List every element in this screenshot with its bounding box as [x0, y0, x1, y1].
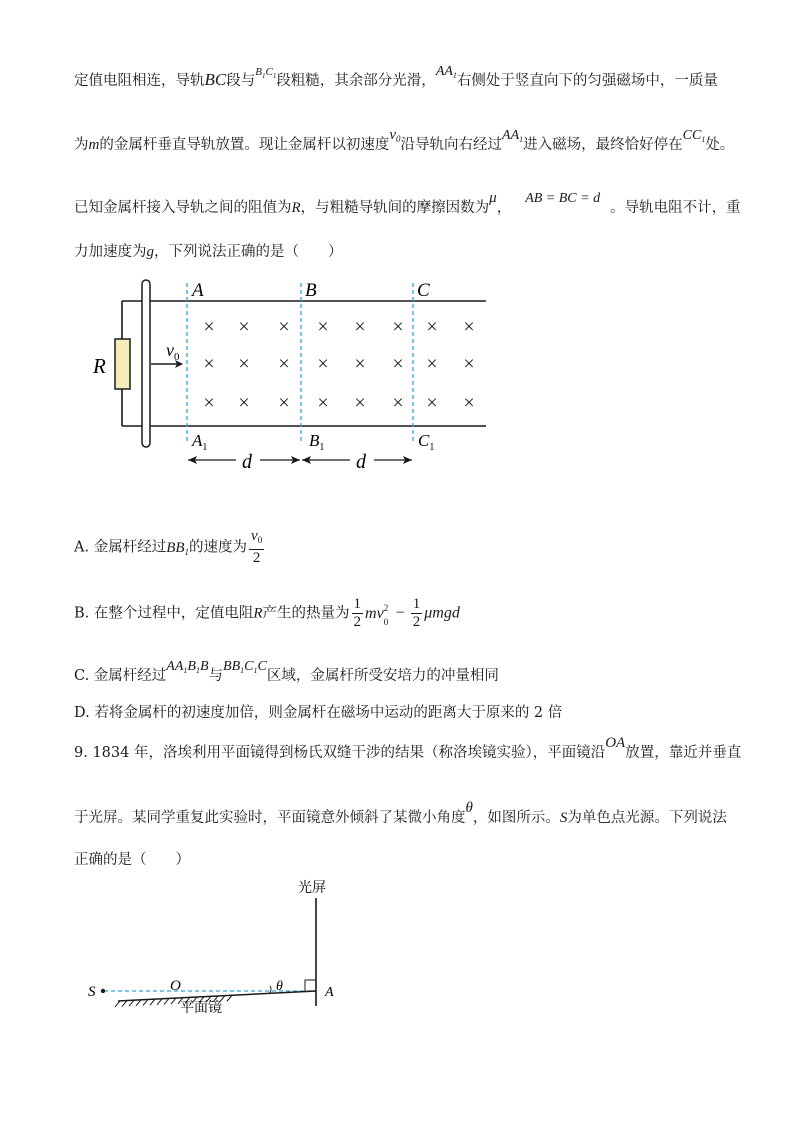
q9-line-3 — [74, 850, 190, 870]
text: A. 金属杆经过 — [74, 539, 167, 556]
q9-line-2 — [74, 800, 727, 828]
text: 为 — [74, 137, 89, 153]
field-x-mark: × — [392, 392, 404, 414]
text: 的速度为 — [189, 539, 248, 556]
text: 区域，金属杆所受安培力的冲量相同 — [266, 668, 499, 684]
field-x-mark: × — [203, 316, 215, 338]
resistor-label: R — [93, 354, 106, 378]
field-x-mark: × — [317, 392, 329, 414]
field-x-mark: × — [278, 316, 290, 338]
o-label: O — [170, 978, 181, 994]
field-x-mark: × — [392, 353, 404, 375]
q9-line-1 — [74, 735, 742, 763]
screen-label: 光屏 — [298, 880, 326, 896]
fraction-half: $\frac{1}{2}$ — [353, 596, 362, 630]
math-aa1b1b: $AA_1B_1B$ — [166, 659, 209, 675]
field-x-mark: × — [317, 353, 329, 375]
right-angle-mark — [305, 980, 316, 991]
text: D. 若将金属杆的初速度加倍，则金属杆在磁场中运动的距离大于原来的 2 倍 — [74, 705, 563, 721]
text: 于光屏。某同学重复此实验时，平面镜意外倾斜了某微小角度 — [74, 810, 466, 826]
source-label: S — [88, 984, 96, 1000]
angle-label: θ — [276, 979, 283, 994]
text: 放置，靠近并垂直 — [625, 745, 742, 761]
math-aa1: $AA_1$ — [435, 64, 457, 80]
text: 产生的热量为 — [262, 605, 350, 622]
text: 与 — [208, 668, 224, 684]
text: B. 在整个过程中，定值电阻 — [74, 605, 254, 622]
label-a1: $A_1$ — [192, 431, 208, 453]
field-x-mark: × — [354, 392, 366, 414]
field-x-mark: × — [238, 353, 250, 375]
option-c — [74, 659, 499, 691]
metal-rod — [142, 280, 150, 447]
q8-line-3 — [74, 190, 741, 219]
field-x-mark: × — [203, 392, 215, 414]
hatch-line — [115, 1001, 120, 1007]
label-b1: $B_1$ — [309, 431, 325, 453]
minus-sign: − — [391, 604, 409, 622]
field-x-mark: × — [278, 353, 290, 375]
math-v0: $v_0$ — [389, 127, 401, 144]
label-a: A — [192, 280, 204, 301]
point-source — [101, 989, 105, 993]
velocity-label: $v_0$ — [166, 340, 180, 363]
text: 的金属杆垂直导轨放置。现让金属杆以初速度 — [99, 137, 390, 153]
label-c1: $C_1$ — [418, 431, 435, 453]
option-b — [74, 596, 460, 631]
math-cc1: $CC_1$ — [682, 128, 706, 144]
math-bb1: $BB_1$ — [166, 539, 190, 557]
math-r: R — [291, 200, 301, 216]
label-b: B — [305, 280, 317, 301]
text: 为单色点光源。下列说法 — [567, 810, 727, 826]
field-x-mark: × — [238, 392, 250, 414]
text: 。导轨电阻不计，重 — [610, 200, 741, 216]
field-x-mark: × — [354, 316, 366, 338]
math-oa: OA — [605, 735, 626, 751]
angle-arc — [270, 986, 271, 993]
field-x-mark: × — [203, 353, 215, 375]
text: 处。 — [705, 137, 735, 153]
a-label: A — [325, 985, 334, 1000]
text: 段与 — [226, 73, 256, 89]
field-x-mark: × — [426, 353, 438, 375]
text: 沿导轨向右经过 — [400, 137, 503, 153]
text: ，下列说法正确的是（ ） — [154, 244, 343, 260]
math-aa1: $AA_1$ — [502, 128, 524, 144]
field-x-mark: × — [354, 353, 366, 375]
dimension-label-left: d — [242, 451, 252, 473]
text: 进入磁场，最终恰好停在 — [523, 137, 683, 153]
math-bb1c1c: $BB_1C_1C$ — [223, 659, 267, 675]
math-r: R — [253, 605, 263, 622]
text: ，与粗糙导轨间的摩擦因数为 — [300, 200, 490, 216]
math-g: g — [146, 244, 154, 260]
math-m: m — [88, 137, 100, 153]
field-x-mark: × — [426, 316, 438, 338]
math-mu: μ — [489, 190, 497, 206]
q8-line-2 — [74, 127, 735, 160]
math-b1c1: B1C1 — [255, 66, 277, 80]
label-c: C — [417, 280, 430, 301]
field-x-mark: × — [392, 316, 404, 338]
field-x-mark: × — [317, 316, 329, 338]
field-x-mark: × — [278, 392, 290, 414]
text: 9. 1834 年，洛埃利用平面镜得到杨氏双缝干涉的结果（称洛埃镜实验），平面镜沿 — [74, 745, 606, 761]
dimension-label-right: d — [356, 451, 366, 473]
option-a — [74, 528, 266, 567]
fraction-half: $\frac{1}{2}$ — [412, 596, 421, 630]
q8-line-1 — [74, 64, 718, 96]
resistor — [115, 339, 130, 389]
text: ， — [496, 200, 512, 216]
math-theta: θ — [465, 800, 473, 816]
text: 正确的是（ ） — [74, 852, 190, 868]
math-s: S — [559, 810, 568, 826]
field-x-mark: × — [463, 353, 475, 375]
field-x-mark: × — [238, 316, 250, 338]
math-mv0sq: mv 2 0 — [365, 602, 389, 627]
text: 定值电阻相连，导轨 — [74, 73, 205, 89]
text: C. 金属杆经过 — [74, 668, 167, 684]
q8-line-4 — [74, 242, 343, 262]
fraction-v0-over-2: $\frac{v_0}{2}$ — [251, 528, 263, 566]
text: 右侧处于竖直向下的匀强磁场中，一质量 — [456, 73, 718, 89]
text: 已知金属杆接入导轨之间的阻值为 — [74, 200, 292, 216]
math-equation: AB = BC = d — [525, 191, 601, 206]
q8-circuit-figure — [80, 270, 500, 480]
text: 力加速度为 — [74, 244, 147, 260]
math-umgd: μmgd — [424, 604, 460, 622]
math-bc: BC — [204, 70, 227, 89]
field-x-mark: × — [426, 392, 438, 414]
field-x-mark: × — [463, 316, 475, 338]
field-x-mark: × — [463, 392, 475, 414]
magnetic-field-marks — [203, 316, 474, 414]
option-d — [74, 703, 562, 723]
text: 段粗糙，其余部分光滑， — [276, 73, 436, 89]
q9-lloyd-mirror-figure — [80, 870, 360, 1030]
mirror-label: 平面镜 — [180, 1000, 222, 1016]
text: ，如图所示。 — [472, 810, 560, 826]
